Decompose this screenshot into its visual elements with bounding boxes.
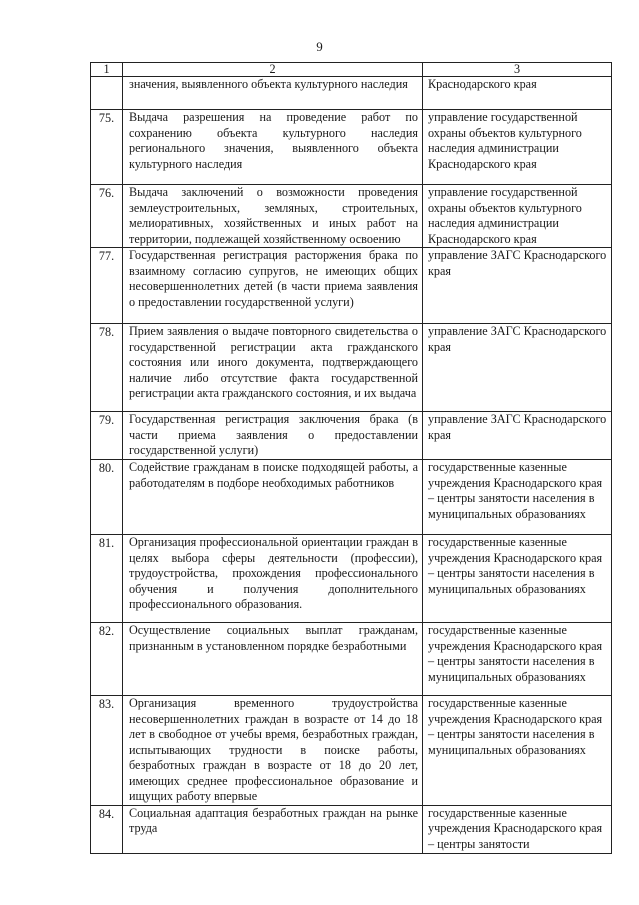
table-row bbox=[91, 185, 612, 248]
table-row bbox=[91, 623, 612, 696]
row-number: 82. bbox=[91, 623, 123, 696]
table-row bbox=[91, 696, 612, 806]
responsible-organization: управление государственной охраны объектов культурного наследия администрации Краснодарского края bbox=[423, 110, 612, 185]
header-col-number: 1 bbox=[91, 63, 123, 77]
responsible-organization: управление ЗАГС Краснодарского края bbox=[423, 248, 612, 324]
service-name: Государственная регистрация расторжения брака по взаимному согласию супругов, не имеющих общих несовершеннолетних детей (в части приема заявления о предоставлении государственной услуги) bbox=[123, 248, 423, 324]
row-number: 84. bbox=[91, 805, 123, 853]
row-number: 76. bbox=[91, 185, 123, 248]
service-name: Осуществление социальных выплат гражданам, признанным в установленном порядке безработными bbox=[123, 623, 423, 696]
table-row bbox=[91, 535, 612, 623]
table-row bbox=[91, 460, 612, 535]
responsible-organization: государственные казенные учреждения Краснодарского края – центры занятости bbox=[423, 805, 612, 853]
row-number bbox=[91, 77, 123, 110]
service-name: Выдача заключений о возможности проведения землеустроительных, земляных, строительных, мелиоративных, хозяйственных и иных работ на территории, подлежащей хозяйственному освоению bbox=[123, 185, 423, 248]
row-number: 79. bbox=[91, 412, 123, 460]
row-number: 80. bbox=[91, 460, 123, 535]
header-col-organization: 3 bbox=[423, 63, 612, 77]
services-table bbox=[90, 62, 612, 854]
row-number: 81. bbox=[91, 535, 123, 623]
responsible-organization: управление государственной охраны объектов культурного наследия администрации Краснодарского края bbox=[423, 185, 612, 248]
row-number: 83. bbox=[91, 696, 123, 806]
header-row bbox=[91, 63, 612, 77]
header-col-service-name: 2 bbox=[123, 63, 423, 77]
responsible-organization: государственные казенные учреждения Краснодарского края – центры занятости населения в муниципальных образованиях bbox=[423, 623, 612, 696]
table-row bbox=[91, 412, 612, 460]
service-name: Социальная адаптация безработных граждан на рынке труда bbox=[123, 805, 423, 853]
row-number: 78. bbox=[91, 324, 123, 412]
row-number: 75. bbox=[91, 110, 123, 185]
responsible-organization: управление ЗАГС Краснодарского края bbox=[423, 412, 612, 460]
service-name: Организация профессиональной ориентации граждан в целях выбора сферы деятельности (профессии), трудоустройства, прохождения профессионального обучения и получения дополнительного профессионального образования. bbox=[123, 535, 423, 623]
service-name: Выдача разрешения на проведение работ по сохранению объекта культурного наследия регионального значения, выявленного объекта культурного наследия bbox=[123, 110, 423, 185]
table-row bbox=[91, 110, 612, 185]
table-row bbox=[91, 805, 612, 853]
table-row bbox=[91, 248, 612, 324]
service-name: Государственная регистрация заключения брака (в части приема заявления о предоставлении государственной услуги) bbox=[123, 412, 423, 460]
page-number: 9 bbox=[316, 39, 323, 54]
service-name: Прием заявления о выдаче повторного свидетельства о государственной регистрации акта гражданского состояния или иного документа, подтверждающего наличие либо отсутствие факта государственной регистрации акта гражданского состояния, и их выдача bbox=[123, 324, 423, 412]
row-number: 77. bbox=[91, 248, 123, 324]
responsible-organization: государственные казенные учреждения Краснодарского края – центры занятости населения в муниципальных образованиях bbox=[423, 535, 612, 623]
responsible-organization: управление ЗАГС Краснодарского края bbox=[423, 324, 612, 412]
service-name: Содействие гражданам в поиске подходящей работы, а работодателям в подборе необходимых работников bbox=[123, 460, 423, 535]
responsible-organization: Краснодарского края bbox=[423, 77, 612, 110]
service-name: значения, выявленного объекта культурного наследия bbox=[123, 77, 423, 110]
service-name: Организация временного трудоустройства несовершеннолетних граждан в возрасте от 14 до 18 лет в свободное от учебы время, безработных граждан, испытывающих трудности в поиске работы, безработных граждан в возрасте от 18 до 20 лет, имеющих среднее профессиональное образование и ищущих работу впервые bbox=[123, 696, 423, 806]
table-row bbox=[91, 77, 612, 110]
responsible-organization: государственные казенные учреждения Краснодарского края – центры занятости населения в муниципальных образованиях bbox=[423, 696, 612, 806]
table-header bbox=[91, 63, 612, 77]
table-row bbox=[91, 324, 612, 412]
responsible-organization: государственные казенные учреждения Краснодарского края – центры занятости населения в муниципальных образованиях bbox=[423, 460, 612, 535]
